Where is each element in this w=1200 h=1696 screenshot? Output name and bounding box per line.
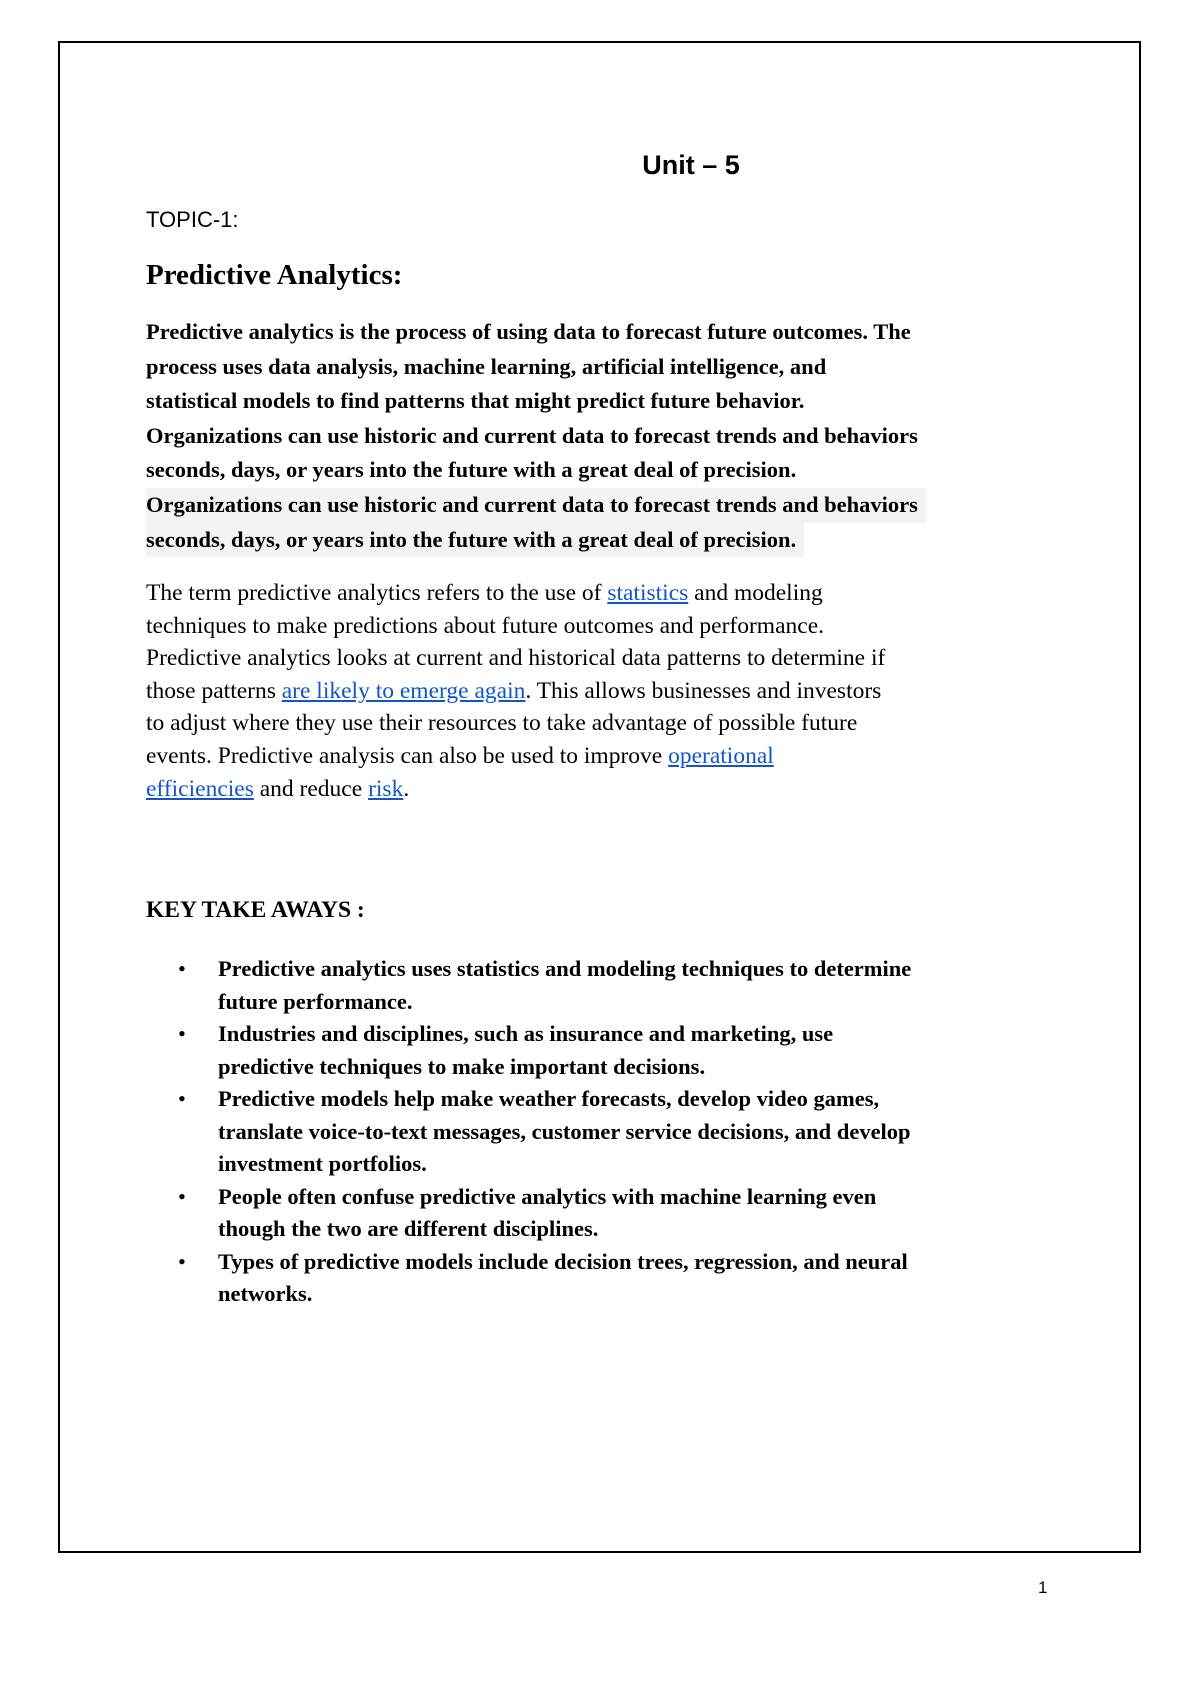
emerge-again-link[interactable]: are likely to emerge again <box>281 677 526 704</box>
text-run: and modeling <box>688 580 823 606</box>
section-heading: Predictive Analytics: <box>146 259 403 291</box>
text-run: . <box>403 775 410 802</box>
list-item-line: though the two are different disciplines. <box>218 1216 599 1241</box>
intro-line: Predictive analytics is the process of using data to forecast future outcomes. The <box>146 319 911 344</box>
text-run: The term predictive analytics refers to the use of <box>146 580 608 606</box>
bullet-icon: • <box>178 1248 186 1274</box>
text-run: those patterns <box>146 677 282 704</box>
intro-line: statistical models to find patterns that might predict future behavior. <box>146 388 805 414</box>
bullet-icon: • <box>178 1021 186 1046</box>
intro-line: Organizations can use historic and current data to forecast trends and behaviors <box>146 422 918 448</box>
bullet-icon: • <box>178 1183 186 1209</box>
statistics-link[interactable]: statistics <box>607 580 689 606</box>
page-number: 1 <box>1038 1578 1048 1597</box>
bullet-icon: • <box>178 1086 186 1111</box>
topic-label: TOPIC-1: <box>146 207 239 232</box>
list-item-line: networks. <box>218 1281 313 1306</box>
intro-line: process uses data analysis, machine learning, artificial intelligence, and <box>146 353 827 379</box>
text-line: techniques to make predictions about future outcomes and performance. <box>146 612 825 639</box>
list-item-line: translate voice-to-text messages, customer service decisions, and develop <box>218 1118 911 1144</box>
list-item <box>146 1018 1076 1083</box>
list-item-line: future performance. <box>218 988 413 1014</box>
key-takeaways-heading: KEY TAKE AWAYS : <box>146 897 365 923</box>
text-line: Predictive analytics looks at current and historical data patterns to determine if <box>146 645 886 672</box>
bullet-icon: • <box>178 956 186 981</box>
operational-efficiencies-link-cont[interactable]: efficiencies <box>146 775 254 802</box>
list-item-line: Types of predictive models include decision trees, regression, and neural <box>218 1248 908 1274</box>
text-run: events. Predictive analysis can also be used to improve <box>146 742 669 769</box>
text-run: and reduce <box>253 775 369 802</box>
intro-paragraph <box>146 315 1076 557</box>
list-item-line: Predictive analytics uses statistics and modeling techniques to determine <box>218 956 912 981</box>
list-item-line: investment portfolios. <box>218 1151 427 1176</box>
risk-link[interactable]: risk <box>368 775 404 802</box>
text-run: . This allows businesses and investors <box>525 677 882 704</box>
list-item <box>146 953 1076 1018</box>
highlighted-line: seconds, days, or years into the future with a great deal of precision. <box>146 523 804 558</box>
text-line: to adjust where they use their resources to take advantage of possible future <box>146 710 858 737</box>
list-item-line: People often confuse predictive analytics with machine learning even <box>218 1183 877 1209</box>
highlighted-line: Organizations can use historic and current data to forecast trends and behaviors <box>146 488 926 523</box>
key-takeaways-list <box>146 953 1076 1311</box>
document-body <box>146 145 1076 1306</box>
list-item-line: Predictive models help make weather forecasts, develop video games, <box>218 1086 880 1111</box>
list-item-line: Industries and disciplines, such as insurance and marketing, use <box>218 1021 834 1046</box>
unit-title: Unit – 5 <box>642 150 740 180</box>
list-item-line: predictive techniques to make important decisions. <box>218 1053 706 1079</box>
definition-paragraph <box>146 577 1076 805</box>
list-item <box>146 1181 1076 1246</box>
operational-efficiencies-link[interactable]: operational <box>668 742 774 769</box>
list-item <box>146 1083 1076 1181</box>
list-item <box>146 1246 1076 1311</box>
intro-line: seconds, days, or years into the future with a great deal of precision. <box>146 457 797 483</box>
